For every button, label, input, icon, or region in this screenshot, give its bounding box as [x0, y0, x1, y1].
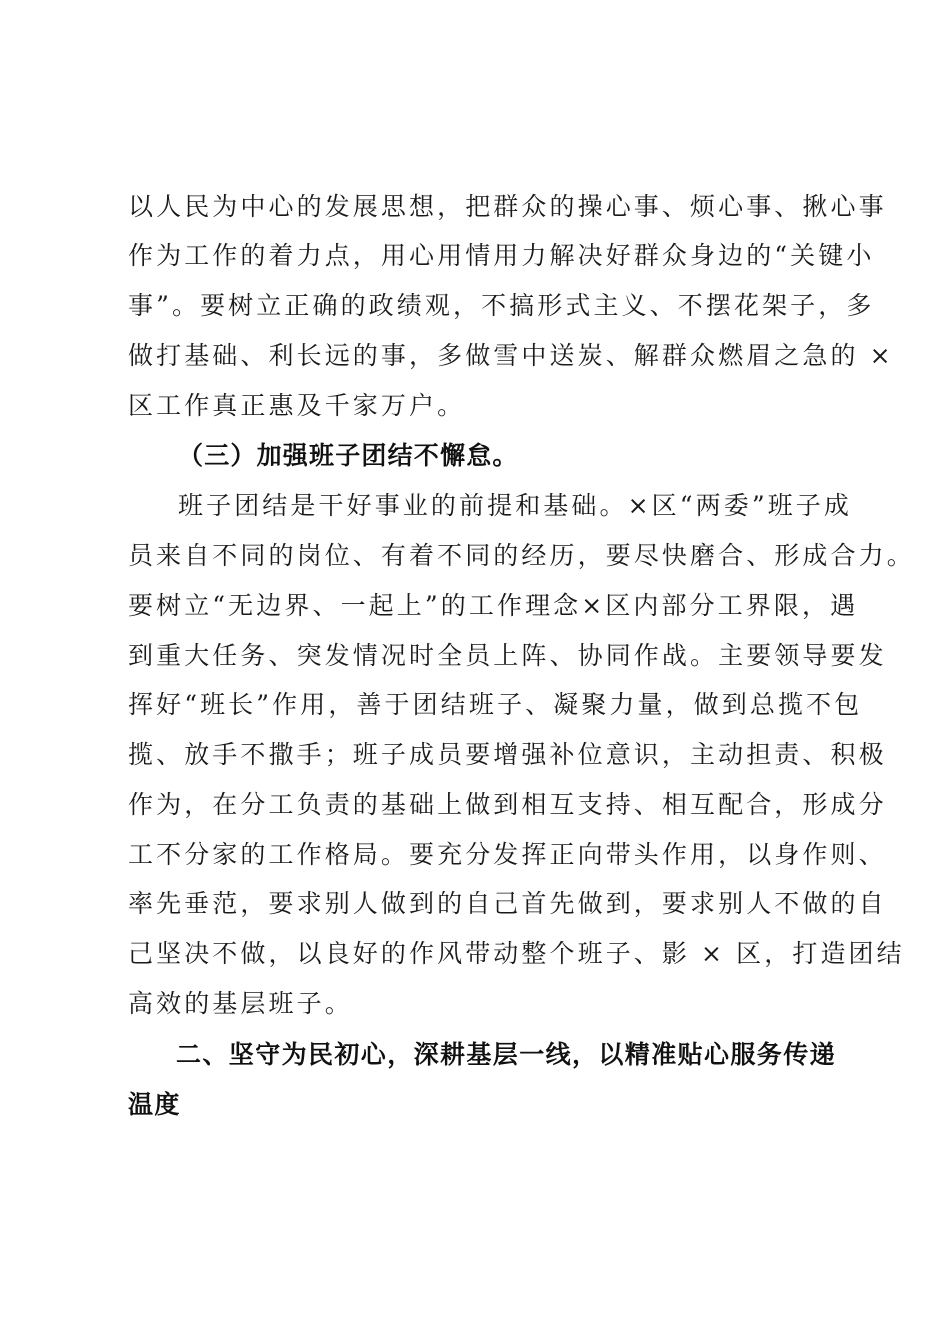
paragraph-line: 以人民为中心的发展思想，把群众的操心事、烦心事、揪心事 — [128, 192, 887, 221]
paragraph-line: 揽、放手不撒手；班子成员要增强补位意识，主动担责、积极 — [128, 740, 887, 769]
paragraph-line: 要树立“无边界、一起上”的工作理念×区内部分工界限，遇 — [128, 591, 859, 620]
section-heading-line: 二、坚守为民初心，深耕基层一线，以精准贴心服务传递 — [176, 1040, 837, 1069]
paragraph-line: 率先垂范，要求别人做到的自己首先做到，要求别人不做的自 — [128, 889, 887, 918]
paragraph-line: 做打基础、利长远的事，多做雪中送炭、解群众燃眉之急的 × — [128, 341, 894, 370]
paragraph-line: 工不分家的工作格局。要充分发挥正向带头作用，以身作则、 — [128, 840, 887, 869]
paragraph-line: 到重大任务、突发情况时全员上阵、协同作战。主要领导要发 — [128, 641, 887, 670]
paragraph-line: 区工作真正惠及千家万户。 — [128, 391, 466, 420]
subheading: （三）加强班子团结不懈怠。 — [178, 441, 519, 470]
paragraph-line: 班子团结是干好事业的前提和基础。×区“两委”班子成 — [178, 491, 853, 520]
paragraph-line: 作为，在分工负责的基础上做到相互支持、相互配合，形成分 — [128, 790, 887, 819]
paragraph-line: 高效的基层班子。 — [128, 989, 353, 1018]
paragraph-line: 作为工作的着力点，用心用情用力解决好群众身边的“关键小 — [128, 241, 875, 270]
paragraph-line: 己坚决不做，以良好的作风带动整个班子、影 × 区，打造团结 — [128, 939, 905, 968]
paragraph-line: 事”。要树立正确的政绩观，不搞形式主义、不摆花架子，多 — [128, 291, 875, 320]
paragraph-line: 挥好“班长”作用，善于团结班子、凝聚力量，做到总揽不包 — [128, 690, 863, 719]
section-heading-line: 温度 — [128, 1090, 181, 1119]
paragraph-line: 员来自不同的岗位、有着不同的经历，要尽快磨合、形成合力。 — [128, 541, 915, 570]
